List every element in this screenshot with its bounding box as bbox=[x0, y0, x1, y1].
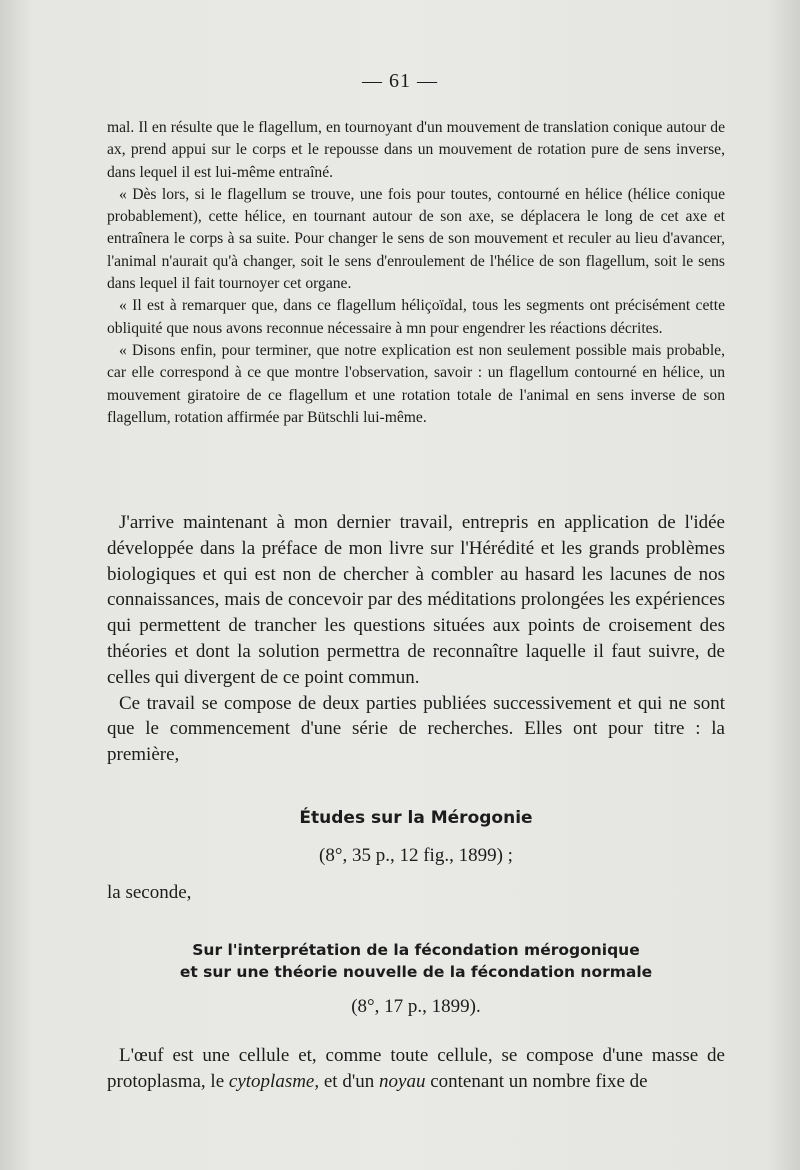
second-label: la seconde, bbox=[107, 882, 192, 903]
work-title-1: Études sur la Mérogonie bbox=[299, 808, 533, 828]
page-number: — 61 — bbox=[362, 70, 438, 92]
work-details-1: (8°, 35 p., 12 fig., 1899) ; bbox=[319, 845, 513, 866]
main-text bbox=[107, 510, 725, 768]
quote-paragraph-1: mal. Il en résulte que le flagellum, en tournoyant d'un mouvement de translation conique autour de ax, prend appui sur le corps et le repousse dans un mouvement de rotation pure de sens inverse, dans lequel il est lui-même entraîné. bbox=[107, 119, 725, 181]
work-title-2 bbox=[107, 939, 725, 983]
closing-text-start: L'œuf est une cellule et, comme toute cellule, se compose d'une masse de protoplasma, le bbox=[107, 1045, 725, 1092]
closing-paragraph bbox=[107, 1043, 725, 1095]
body-paragraph-1: J'arrive maintenant à mon dernier travail, entrepris en application de l'idée développée dans la préface de mon livre sur l'Hérédité et les grands problèmes biologiques et qui est non de chercher à combler au hasard les lacunes de nos connaissances, mais de concevoir par des méditations prolongées les expériences qui permettent de trancher les questions situées aux points de croisement des théories et dont la solution permettra de reconnaître laquelle il faut suivre, de celles qui divergent de ce point commun. bbox=[107, 512, 725, 688]
closing-text-middle: , et d'un bbox=[314, 1070, 380, 1092]
quoted-passage bbox=[107, 117, 725, 429]
work-title-2-line-1: Sur l'interprétation de la fécondation mérogonique bbox=[192, 941, 640, 959]
term-noyau: noyau bbox=[379, 1070, 426, 1092]
closing-text-end: contenant un nombre fixe de bbox=[425, 1070, 648, 1092]
quote-paragraph-2: « Dès lors, si le flagellum se trouve, une fois pour toutes, contourné en hélice (hélice conique probablement), cette hélice, en tournant autour de son axe, se déplacera le long de cet axe et entraînera le corps à sa suite. Pour changer le sens de son mouvement et reculer au lieu d'avancer, l'animal n'aurait qu'à changer, soit le sens d'enroulement de l'hélice de son flagellum, soit le sens dans lequel il fait tournoyer cet organe. bbox=[107, 185, 725, 293]
work-title-2-line-2: et sur une théorie nouvelle de la fécondation normale bbox=[179, 963, 653, 981]
term-cytoplasme: cytoplasme bbox=[228, 1070, 315, 1092]
body-paragraph-2: Ce travail se compose de deux parties publiées successivement et qui ne sont que le commencement d'une série de recherches. Elles ont pour titre : la première, bbox=[107, 692, 725, 766]
quote-paragraph-4: « Disons enfin, pour terminer, que notre explication est non seulement possible mais probable, car elle correspond à ce que montre l'observation, savoir : un flagellum contourné en hélice, un mouvement giratoire de ce flagellum et une rotation totale de l'animal en sens inverse de son flagellum, rotation affirmée par Bütschli lui-même. bbox=[107, 341, 725, 426]
quote-paragraph-3: « Il est à remarquer que, dans ce flagellum héliçoïdal, tous les segments ont précisément cette obliquité que nous avons reconnue nécessaire à mn pour engendrer les réactions décrites. bbox=[107, 297, 725, 337]
work-details-2: (8°, 17 p., 1899). bbox=[351, 996, 481, 1017]
